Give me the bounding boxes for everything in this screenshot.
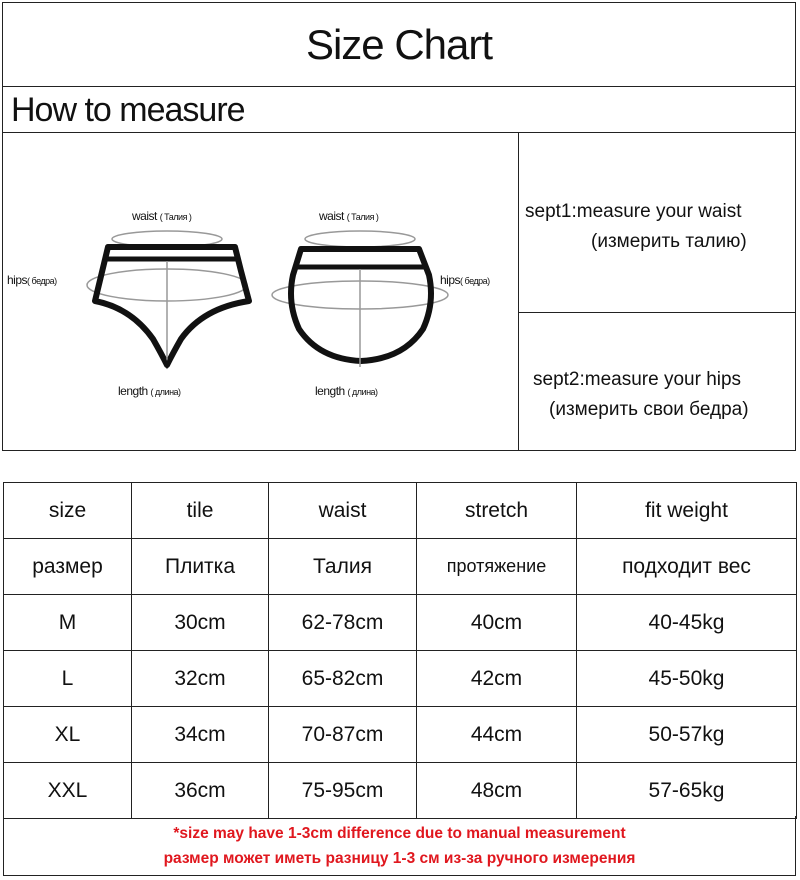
table-header-row [4,539,797,595]
page-title: Size Chart [3,3,795,87]
table-cell: 34cm [132,707,269,763]
table-cell: 30cm [132,595,269,651]
table-cell: 45-50kg [577,651,797,707]
table-row [4,595,797,651]
table-header-row [4,483,797,539]
table-cell: 70-87cm [269,707,417,763]
header-cell: Плитка [132,539,269,595]
length-label: length ( длина) [118,384,181,398]
table-cell: 48cm [417,763,577,819]
step-measure-waist [519,133,795,313]
header-cell: подходит вес [577,539,797,595]
size-table [3,482,797,819]
note-russian: размер может иметь разницу 1-3 см из-за ручного измерения [163,850,636,867]
brief-front-illustration [87,231,249,365]
header-cell: stretch [417,483,577,539]
waist-label: waist ( Талия ) [132,209,192,223]
header-cell: tile [132,483,269,539]
header-cell: протяжение [417,539,577,595]
table-cell: 40-45kg [577,595,797,651]
table-cell: 36cm [132,763,269,819]
hips-label: hips( бедра) [440,273,490,287]
section-heading: How to measure [3,87,795,133]
brief-back-illustration [272,231,448,367]
step-text: sept1:measure your waist [525,201,742,222]
hips-label: hips( бедра) [7,273,57,287]
header-cell: fit weight [577,483,797,539]
table-cell: 65-82cm [269,651,417,707]
table-row [4,707,797,763]
underwear-illustration [3,133,519,450]
table-cell: 50-57kg [577,707,797,763]
length-label: length ( длина) [315,384,378,398]
table-cell: L [4,651,132,707]
header-cell: size [4,483,132,539]
table-row [4,763,797,819]
header-cell: Талия [269,539,417,595]
step-text: sept2:measure your hips [533,369,742,390]
table-row [4,651,797,707]
table-cell: 62-78cm [269,595,417,651]
table-cell: XXL [4,763,132,819]
table-cell: 42cm [417,651,577,707]
step-measure-hips [519,313,795,450]
table-cell: M [4,595,132,651]
table-cell: 75-95cm [269,763,417,819]
how-to-measure-panel [2,2,796,451]
waist-label: waist ( Талия ) [319,209,379,223]
table-cell: 32cm [132,651,269,707]
header-cell: waist [269,483,417,539]
table-cell: XL [4,707,132,763]
table-cell: 44cm [417,707,577,763]
header-cell: размер [4,539,132,595]
table-cell: 40cm [417,595,577,651]
measurement-diagram [3,133,519,450]
step-translation: (измерить талию) [591,231,747,252]
step-translation: (измерить свои бедра) [549,399,749,420]
note-english: *size may have 1-3cm difference due to manual measurement [173,825,626,842]
table-cell: 57-65kg [577,763,797,819]
size-difference-note [3,816,796,876]
